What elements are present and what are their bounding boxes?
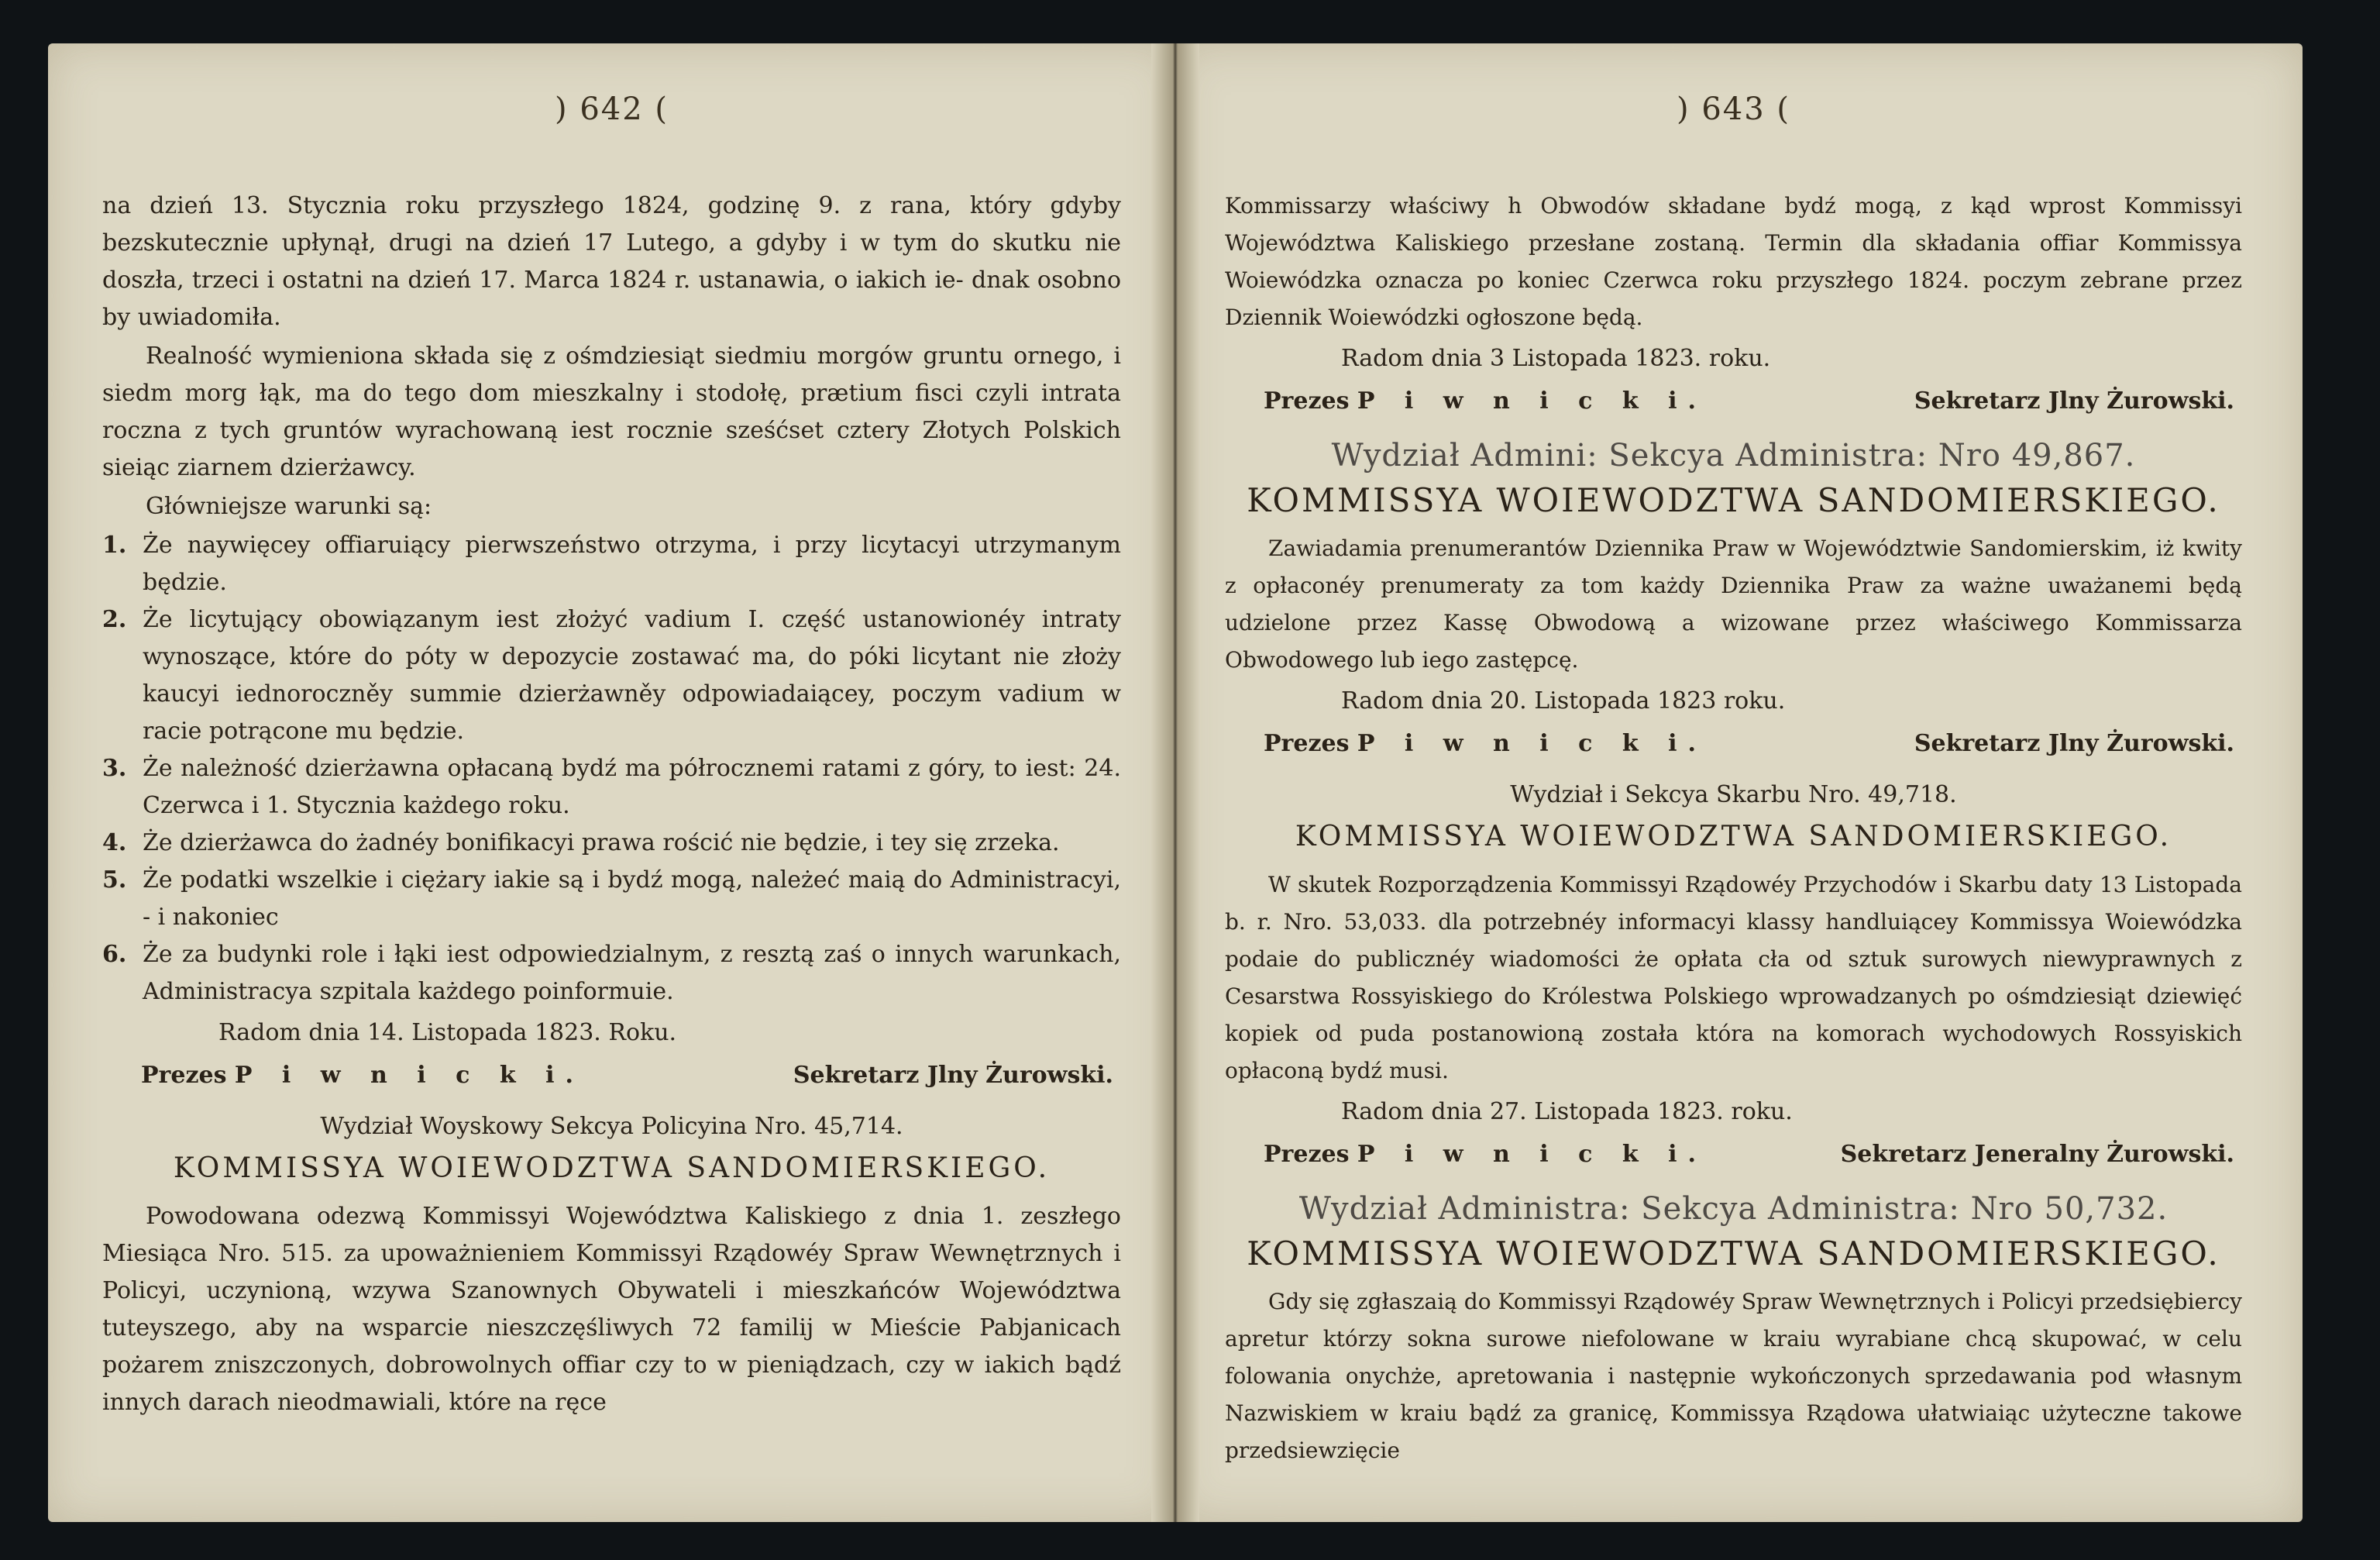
condition-item: 2. Że licytujący obowiązanym iest złożyć vadium I. część ustanowionéy intraty wynoszące, które do póty w depozycie zostawać ma, do póki licytant nie złoży kaucyi iednoroczněy summie dzierżawněy odpowiadaiącey, poczym vadium w racie potrącone mu będzie.	[102, 606, 1121, 745]
left-page-content	[102, 43, 1121, 1522]
condition-item: 3. Że należność dzierżawna opłacaną bydź ma półrocznemi ratami z góry, to iest: 24. Czerwca i 1. Stycznia każdego roku.	[102, 755, 1121, 819]
cloth-paragraph: Gdy się zgłaszaią do Kommissyi Rządowéy Spraw Wewnętrznych i Policyi przedsiębiercy apretur którzy sokna surowe niefolowane w kraiu wyrabiane chcą skupować, w celu folowania onychże, apretowania i następnie wykończonych sprzedawania pod własnym Nazwiskiem w kraiu bądź za granicę, Kommissya Rządowa ułatwiaiąc użyteczne takowe przedsiewzięcie	[1225, 1289, 2242, 1463]
department-heading: Wydział i Sekcya Skarbu Nro. 49,718.	[1510, 781, 1957, 808]
page-number-right: ) 643 (	[1677, 91, 1790, 127]
right-text-block	[1225, 188, 2242, 1471]
property-paragraph: Realność wymieniona składa się z ośmdziesiąt siedmiu morgów gruntu ornego, i siedm morg łąk, ma do tego dom mieszkalny i stodołę, prætium fisci czyli intrata roczna z tych gruntów wyrachowaną iest rocznie sześćset cztery Złotych Polskich sieiąc ziarnem dzierżawcy.	[102, 343, 1121, 481]
commission-heading: KOMMISSYA WOIEWODZTWA SANDOMIERSKIEGO.	[173, 1152, 1051, 1184]
appeal-paragraph: Powodowana odezwą Kommissyi Województwa Kaliskiego z dnia 1. zeszłego Miesiąca Nro. 515. za upoważnieniem Kommissyi Rządowéy Spraw Wewnętrznych i Policyi, uczynioną, wzywa Szanownych Obywateli i mieszkańców Województwa tuteyszego, aby na wsparcie nieszczęśliwych 72 familij w Mieście Pabjanicach pożarem zniszczonych, dobrowolnych offiar czy to w pieniądzach, czy w iakich bądź innych darach nieodmawiali, które na ręce	[102, 1203, 1121, 1416]
president-signature: Prezes P i w n i c k i.	[1264, 730, 1707, 757]
commission-heading: KOMMISSYA WOIEWODZTWA SANDOMIERSKIEGO.	[1247, 1235, 2220, 1272]
customs-paragraph: W skutek Rozporządzenia Kommissyi Rządowéy Przychodów i Skarbu daty 13 Listopada b. r. Nro. 53,033. dla potrzebnéy informacyi klassy handluiącey Kommissya Woiewódzka podaie do publicznéy wiadomości że opłata cła od sztuk surowych niewyprawnych z Cesarstwa Rossyiskiego do Królestwa Polskiego wprowadzanych po ośmdziesiąt dziewięć kopiek od puda postanowioną została która na komorach wychodowych Rossyiskich opłaconą bydź musi.	[1225, 872, 2242, 1083]
department-heading: Wydział Admini: Sekcya Administra: Nro 49,867.	[1331, 438, 2136, 474]
right-intro-paragraph: Kommissarzy właściwy h Obwodów składane bydź mogą, z kąd wprost Kommissyi Województwa Kaliskiego przesłane zostaną. Termin dla składania offiar Kommissya Woiewódzka oznacza po koniec Czerwca roku przyszłego 1824. poczym zebrane przez Dziennik Woiewódzki ogłoszone będą.	[1225, 193, 2242, 330]
secretary-signature: Sekretarz Jlny Żurowski.	[1914, 730, 2234, 757]
signature-line	[1225, 724, 2242, 764]
signature-line	[1225, 381, 2242, 422]
left-text-block	[102, 188, 1121, 1423]
left-intro-paragraph: na dzień 13. Stycznia roku przyszłego 1824, godzinę 9. z rana, który gdyby bezskutecznie upłynął, drugi na dzień 17 Lutego, a gdyby i w tym do skutku nie doszła, trzeci i ostatni na dzień 17. Marca 1824 r. ustanawia, o iakich ie- dnak osobno by uwiadomiła.	[102, 192, 1121, 331]
left-page	[48, 43, 1175, 1522]
president-signature: Prezes P i w n i c k i.	[1264, 1141, 1707, 1168]
date-line: Radom dnia 14. Listopada 1823. Roku.	[218, 1019, 677, 1046]
signature-line	[1225, 1135, 2242, 1175]
department-heading: Wydział Administra: Sekcya Administra: Nro 50,732.	[1298, 1191, 2168, 1227]
date-line: Radom dnia 3 Listopada 1823. roku.	[1341, 345, 1771, 372]
president-signature: Prezes P i w n i c k i.	[1264, 387, 1707, 415]
date-line: Radom dnia 27. Listopada 1823. roku.	[1341, 1098, 1793, 1125]
condition-item: 1. Że naywięcey offiaruiący pierwszeństwo otrzyma, i przy licytacyi utrzymanym będzie.	[102, 532, 1121, 596]
book-gutter	[1151, 43, 1199, 1522]
secretary-signature: Sekretarz Jeneralny Żurowski.	[1840, 1141, 2234, 1168]
right-page	[1175, 43, 2303, 1522]
page-number-left: ) 642 (	[555, 91, 669, 127]
commission-heading: KOMMISSYA WOIEWODZTWA SANDOMIERSKIEGO.	[1247, 481, 2220, 519]
commission-heading: KOMMISSYA WOIEWODZTWA SANDOMIERSKIEGO.	[1295, 821, 2172, 852]
condition-item: 6. Że za budynki role i łąki iest odpowiedzialnym, z resztą zaś o innych warunkach, Administracya szpitala każdego poinformuie.	[102, 941, 1121, 1005]
secretary-signature: Sekretarz Jlny Żurowski.	[793, 1062, 1113, 1089]
president-signature: Prezes P i w n i c k i.	[141, 1062, 584, 1089]
signature-line	[102, 1055, 1121, 1096]
right-page-content	[1225, 43, 2242, 1522]
condition-item: 4. Że dzierżawca do żadnéy bonifikacyi prawa rościć nie będzie, i tey się zrzeka.	[102, 829, 1060, 856]
condition-item: 5. Że podatki wszelkie i ciężary iakie są i bydź mogą, należeć maią do Administracyi, - i nakoniec	[102, 866, 1121, 931]
subscription-paragraph: Zawiadamia prenumerantów Dziennika Praw w Województwie Sandomierskim, iż kwity z opłaconéy prenumeraty za tom każdy Dziennika Praw za ważne uważanemi będą udzielone przez Kassę Obwodową a wizowane przez właściwego Kommissarza Obwodowego lub iego zastępcę.	[1225, 535, 2242, 673]
date-line: Radom dnia 20. Listopada 1823 roku.	[1341, 687, 1786, 715]
conditions-heading: Główniejsze warunki są:	[146, 493, 432, 520]
secretary-signature: Sekretarz Jlny Żurowski.	[1914, 387, 2234, 415]
department-heading: Wydział Woyskowy Sekcya Policyina Nro. 45,714.	[320, 1113, 903, 1140]
